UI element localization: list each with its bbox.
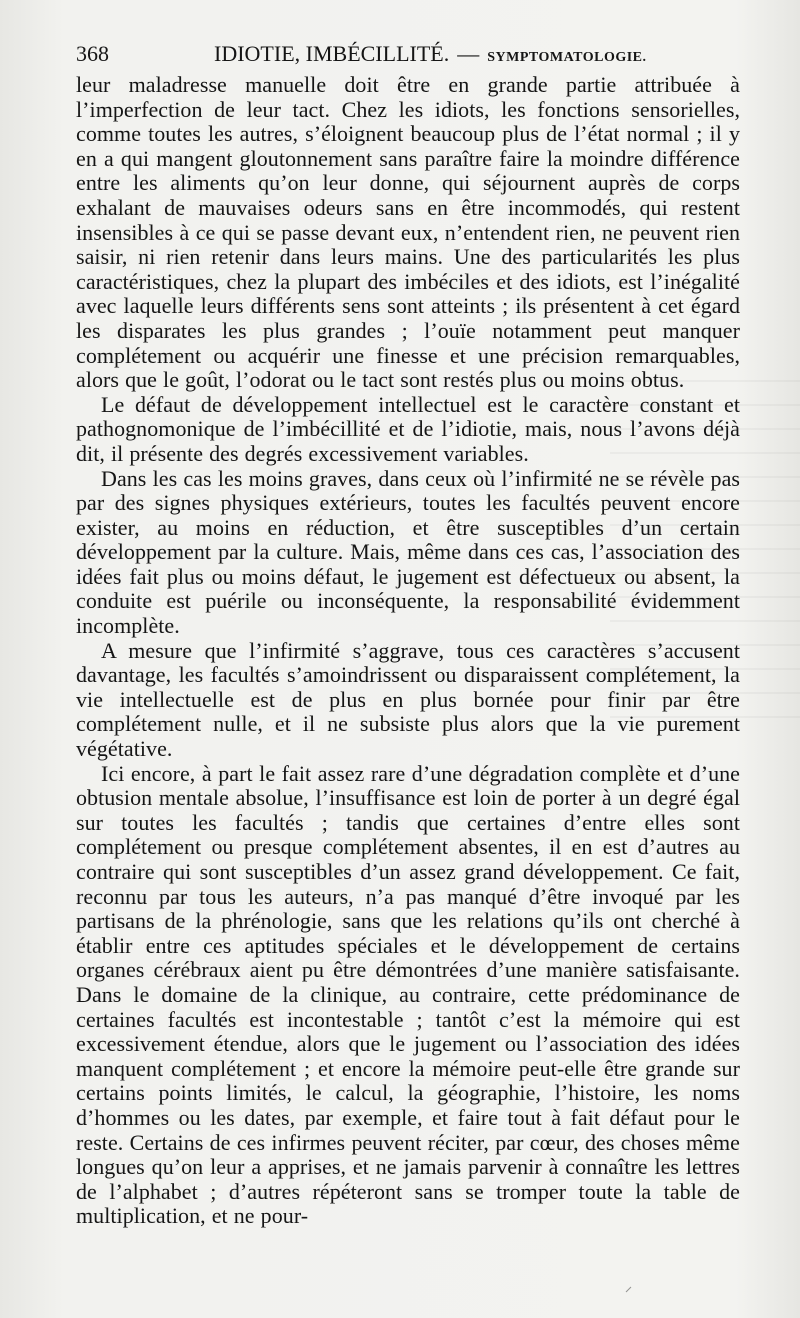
page-mark — [626, 1287, 632, 1293]
running-title-separator: — — [457, 41, 480, 66]
paragraph-4: A mesure que l’infirmité s’aggrave, tous ces caractères s’accusent davantage, les facultés s’amoindrissent ou disparaissent complétement, la vie intellectuelle est de plus en plus bornée pour finir par être complétement nulle, et il ne subsiste plus alors que la vie purement végétative. — [76, 637, 740, 762]
page-number: 368 — [76, 41, 109, 66]
paragraph-1: leur maladresse manuelle doit être en grande partie attribuée à l’imperfection de leur tact. Chez les idiots, les fonctions sensorielles, comme toutes les autres, s’éloignent beaucoup plus de l’état normal ; il y en a qui mangent gloutonnement sans paraître faire la moindre différence entre les aliments qu’on leur donne, qui séjournent auprès de corps exhalant de mauvaises odeurs sans en être incommodés, qui restent insensibles à ce qui se passe devant eux, n’entendent rien, ne peuvent rien saisir, ni rien retenir dans leurs mains. Une des particularités les plus caractéristiques, chez la plupart des imbéciles et des idiots, est l’inégalité avec laquelle leurs différents sens sont atteints ; ils présentent à cet égard les disparates les plus grandes ; l’ouïe notamment peut manquer complétement ou acquérir une finesse et une précision remarquables, alors que le goût, l’odorat ou le tact sont restés plus ou moins obtus. — [76, 72, 740, 393]
page-body — [76, 73, 740, 1229]
running-title — [214, 38, 647, 74]
page-header — [76, 38, 740, 70]
paragraph-5: Ici encore, à part le fait assez rare d’une dégradation complète et d’une obtusion mentale absolue, l’insuffisance est loin de porter à un degré égal sur toutes les facultés ; tandis que certaines d’entre elles sont complétement ou presque complétement absentes, il en est d’autres au contraire qui sont susceptibles d’un assez grand développement. Ce fait, reconnu par tous les auteurs, n’a pas manqué d’être invoqué par les partisans de la phrénologie, sans que les relations qu’ils ont cherché à établir entre ces aptitudes spéciales et le développement de certains organes cérébraux aient pu être démontrées d’une manière satisfaisante. Dans le domaine de la clinique, au contraire, cette prédominance de certaines facultés est incontestable ; tantôt c’est la mémoire qui est excessivement étendue, alors que le jugement ou l’association des idées manquent complétement ; et encore la mémoire peut-elle être grande sur certains points limités, le calcul, la géographie, l’histoire, les noms d’hommes ou les dates, par exemple, et faire tout à fait défaut pour le reste. Certains de ces infirmes peuvent réciter, par cœur, des choses même longues qu’on leur a apprises, et ne jamais parvenir à connaître les lettres de l’alphabet ; d’autres répéteront sans se tromper toute la table de multiplication, et ne pour- — [76, 760, 740, 1229]
paragraph-2: Le défaut de développement intellectuel est le caractère constant et pathognomonique de l’imbécillité et de l’idiotie, mais, nous l’avons déjà dit, il présente des degrés excessivement variables. — [76, 391, 740, 466]
running-title-section: SYMPTOMATOLOGIE. — [487, 50, 647, 65]
paragraph-3: Dans les cas les moins graves, dans ceux où l’infirmité ne se révèle pas par des signes physiques extérieurs, toutes les facultés peuvent encore exister, au moins en réduction, et être susceptibles d’un certain développement par la culture. Mais, même dans ces cas, l’association des idées fait plus ou moins défaut, le jugement est défectueux ou absent, la conduite est puérile ou inconséquente, la responsabilité évidemment incomplète. — [76, 465, 740, 639]
running-title-main: IDIOTIE, IMBÉCILLITÉ. — [214, 41, 450, 66]
